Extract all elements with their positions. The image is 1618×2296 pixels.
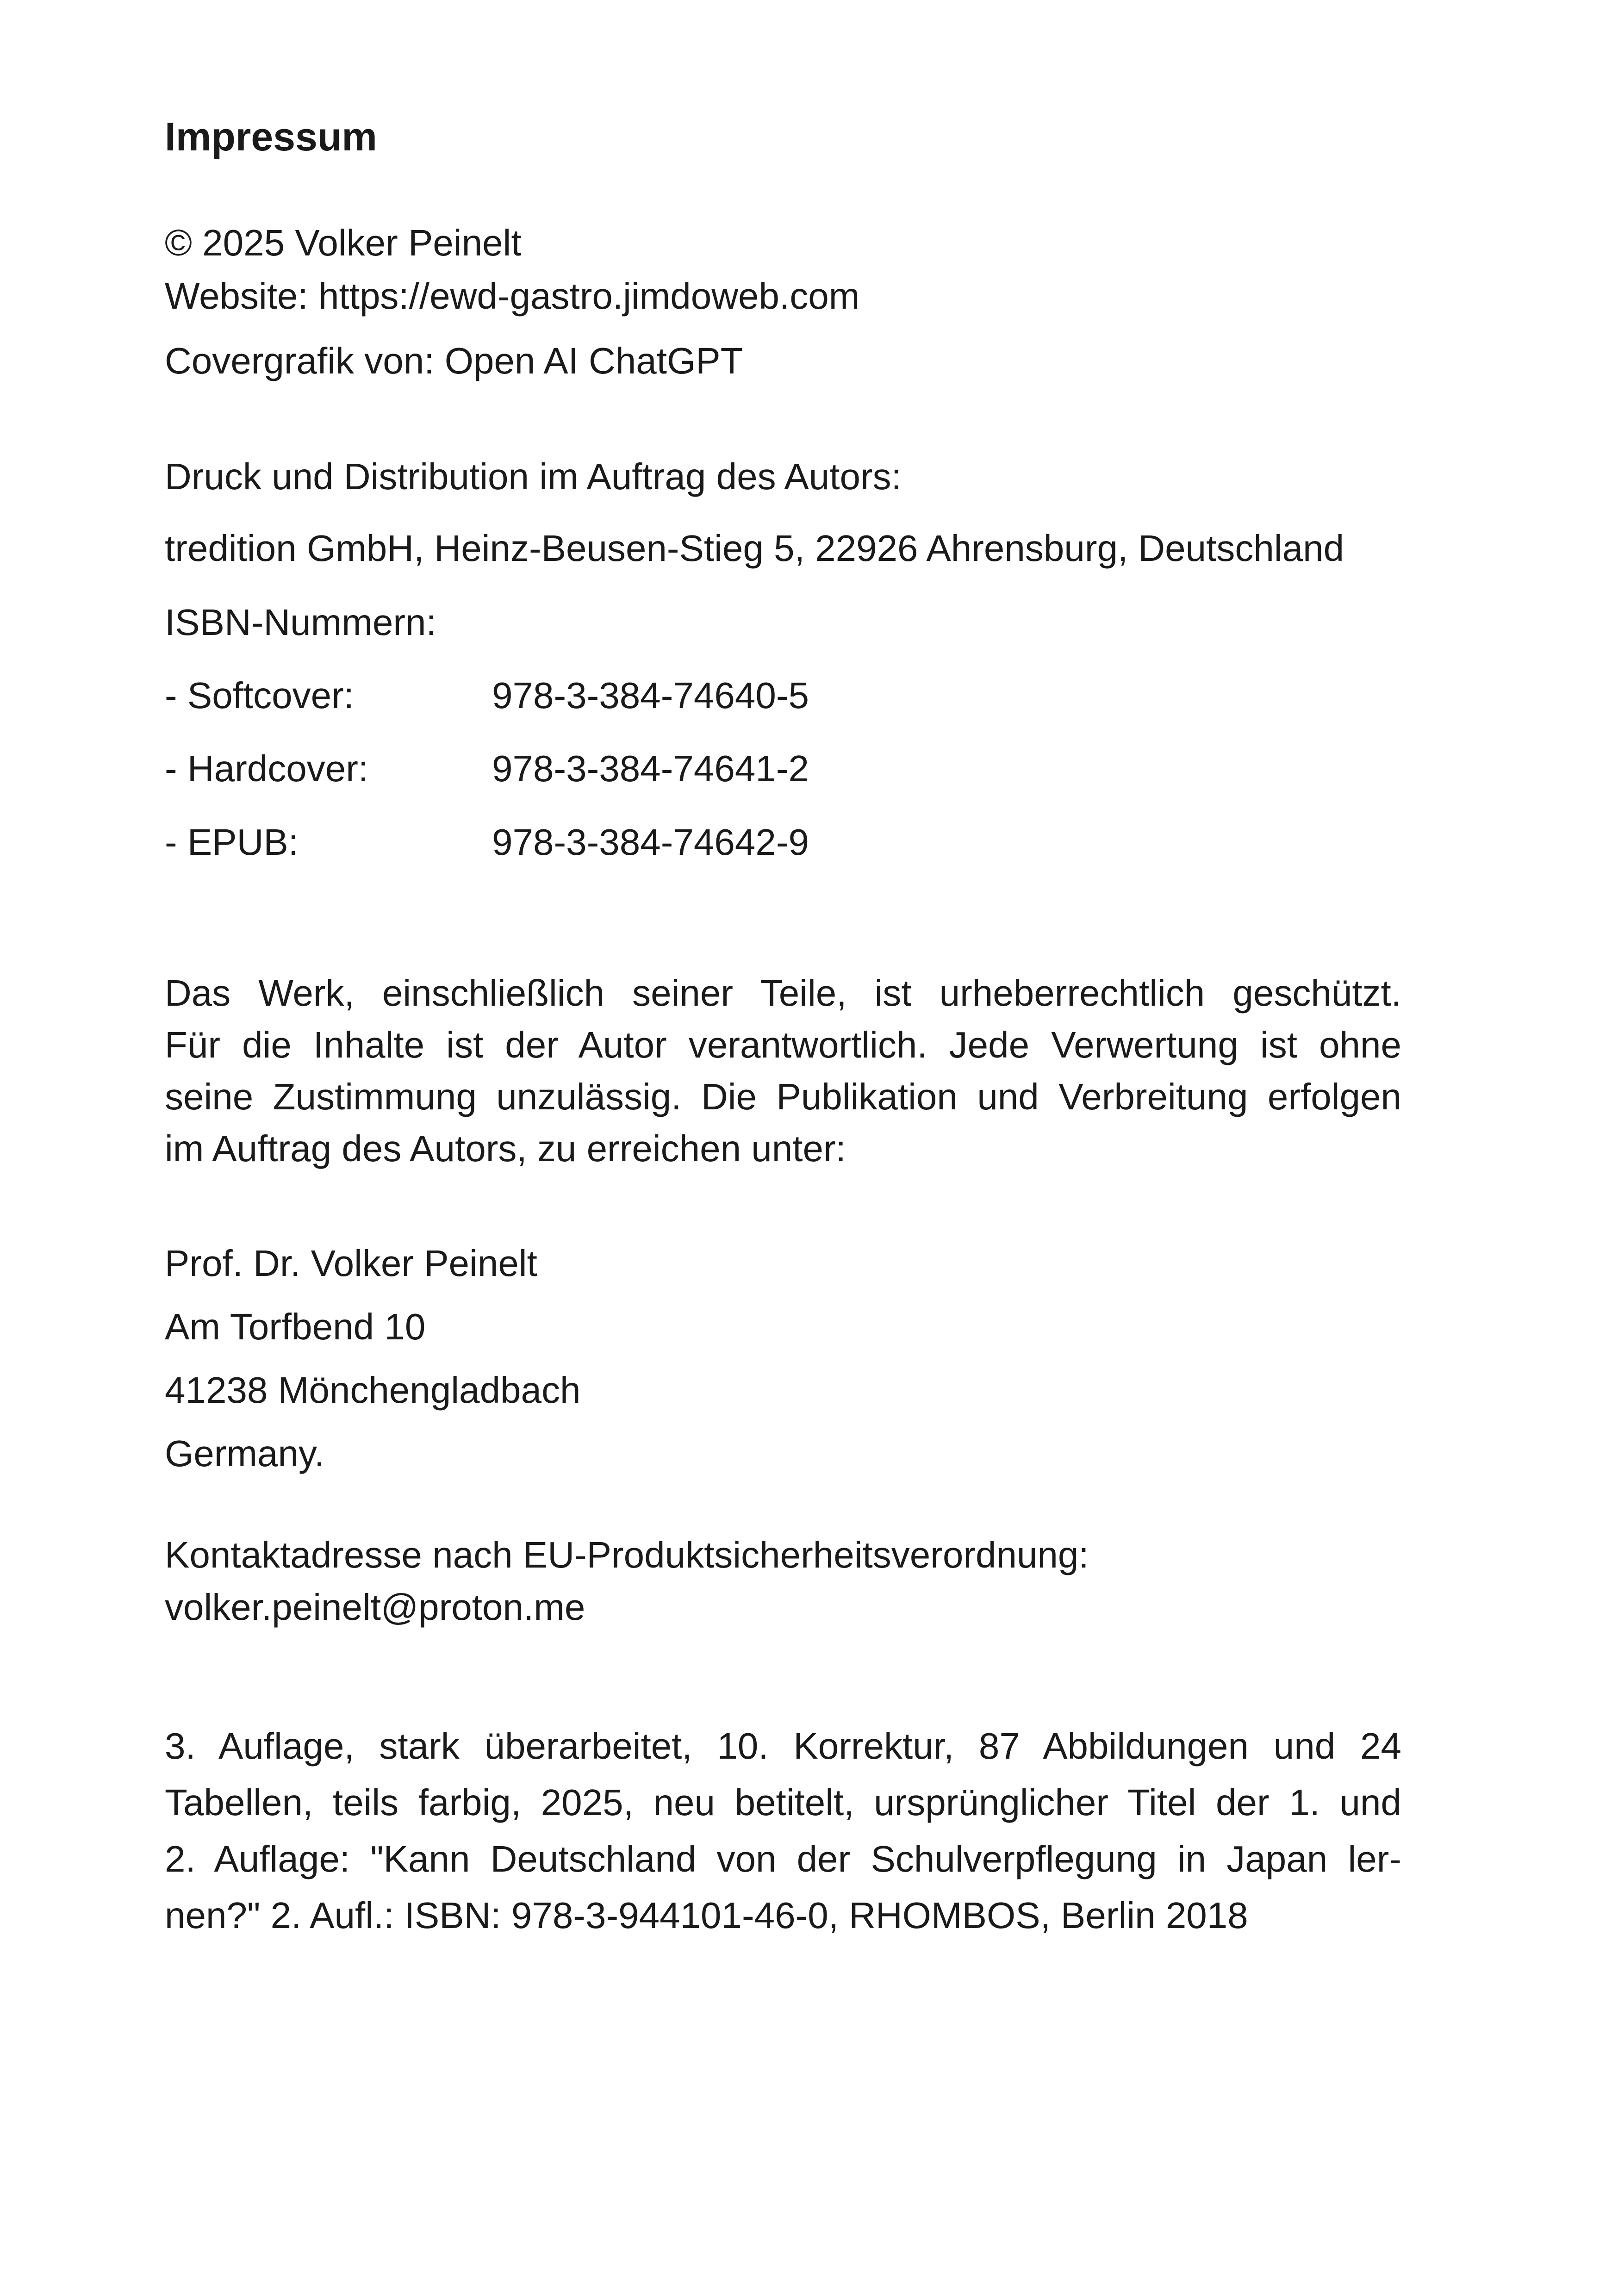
edition-note-line-4: nen?" 2. Aufl.: ISBN: 978-3-944101-46-0, RHOMBOS, Berlin 2018 (165, 1895, 1248, 1936)
isbn-heading: ISBN-Nummern: (165, 602, 436, 643)
distribution-heading: Druck und Distribution im Auftrag des Autors: (165, 456, 902, 497)
contact-heading: Kontaktadresse nach EU-Produktsicherheitsverordnung: (165, 1534, 1089, 1575)
edition-note-line-1: 3. Auflage, stark überarbeitet, 10. Korrektur, 87 Abbildungen und 24 (165, 1725, 1401, 1767)
author-name: Prof. Dr. Volker Peinelt (165, 1243, 537, 1284)
isbn-value-hardcover: 978-3-384-74641-2 (492, 748, 809, 789)
edition-note-line-3: 2. Auflage: "Kann Deutschland von der Schulverpflegung in Japan ler- (165, 1838, 1401, 1879)
author-country: Germany. (165, 1433, 325, 1474)
isbn-label-hardcover: - Hardcover: (165, 748, 369, 789)
page-title: Impressum (165, 115, 377, 159)
cover-credit-line: Covergrafik von: Open AI ChatGPT (165, 340, 743, 381)
copyright-notice-line-3: seine Zustimmung unzulässig. Die Publikation und Verbreitung erfolgen (165, 1076, 1401, 1117)
copyright-notice-line-4: im Auftrag des Autors, zu erreichen unter: (165, 1128, 846, 1169)
distribution-address: tredition GmbH, Heinz-Beusen-Stieg 5, 22926 Ahrensburg, Deutschland (165, 528, 1344, 569)
isbn-value-epub: 978-3-384-74642-9 (492, 821, 809, 863)
copyright-notice-line-1: Das Werk, einschließlich seiner Teile, ist urheberrechtlich geschützt. (165, 972, 1401, 1014)
author-street: Am Torfbend 10 (165, 1306, 426, 1347)
copyright-line: © 2025 Volker Peinelt (165, 222, 522, 263)
isbn-label-softcover: - Softcover: (165, 675, 355, 716)
isbn-label-epub: - EPUB: (165, 821, 299, 863)
edition-note-line-2: Tabellen, teils farbig, 2025, neu betitelt, ursprünglicher Titel der 1. und (165, 1782, 1401, 1823)
contact-email: volker.peinelt@proton.me (165, 1587, 585, 1628)
isbn-value-softcover: 978-3-384-74640-5 (492, 675, 809, 716)
website-line: Website: https://ewd-gastro.jimdoweb.com (165, 275, 860, 317)
author-city: 41238 Mönchengladbach (165, 1369, 581, 1411)
copyright-notice-line-2: Für die Inhalte ist der Autor verantwortlich. Jede Verwertung ist ohne (165, 1024, 1401, 1065)
